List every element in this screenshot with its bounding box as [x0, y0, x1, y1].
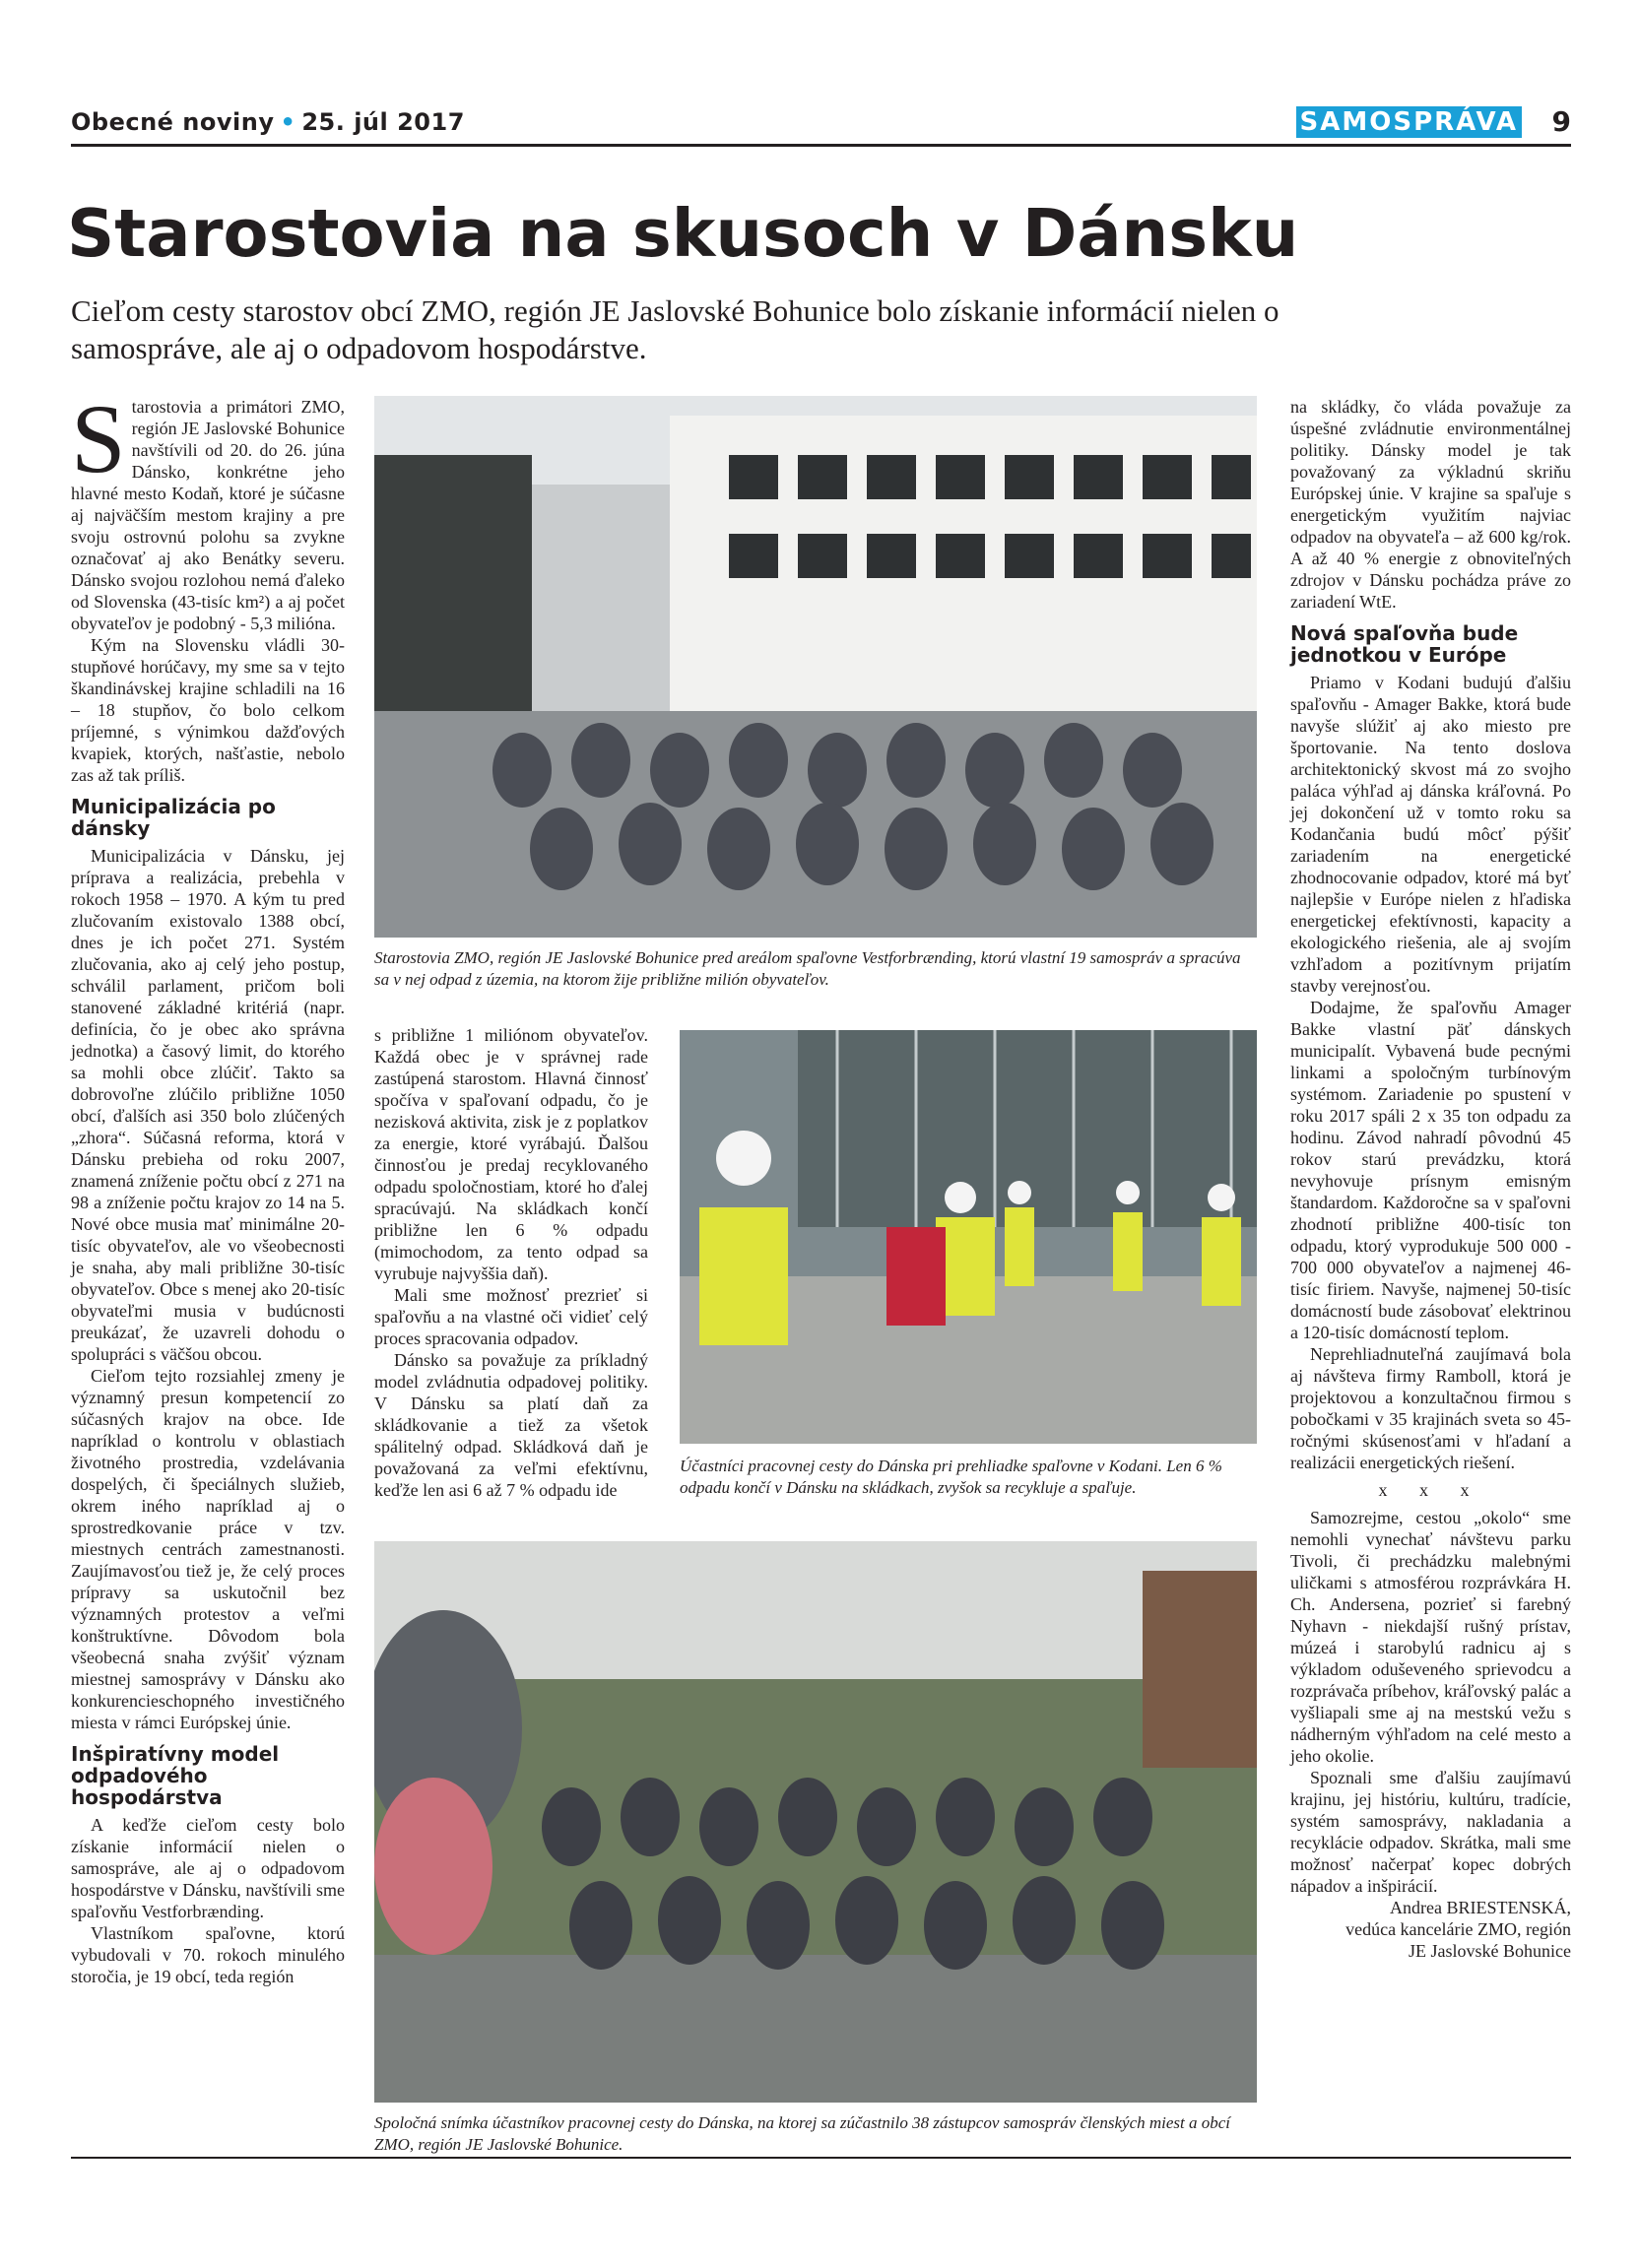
- footer-rule: [71, 2157, 1571, 2159]
- masthead: [71, 108, 465, 136]
- author-role: JE Jaslovské Bohunice: [1409, 1941, 1571, 1961]
- paragraph: Municipalizácia v Dánsku, jej príprava a realizácia, prebehla v rokoch 1958 – 1970. A kým tu pred zlučovaním existovalo 1388 obcí, dnes je ich počet 271. Systém zlučovania, ako aj celý jeho postup, schválil parlament, pričom boli stanovené základné kritériá (napr. definícia, čo je obec ako správna jednotka) a časový limit, do ktorého sa mohli obce zlúčiť. Takto sa dobrovoľne zlúčilo približne 1050 obcí, ďalších asi 350 bolo zlúčených „zhora“. Súčasná reforma, ktorá v Dánsku prebieha od roku 2007, znamená zníženie počtu obcí z 271 na 98 a zníženie počtu krajov zo 14 na 5. Nové obce musia mať minimálne 20-tisíc obyvateľov, ale vo všeobecnosti je snaha, aby mali približne 30-tisíc obyvateľov. Obce s menej ako 20-tisíc obyvateľmi musia v budúcnosti preukázať, že uzavreli dohodu o spolupráci s väčšou obcou.: [71, 846, 345, 1364]
- paragraph: Vlastníkom spaľovne, ktorú vybudovali v 70. rokoch minulého storočia, je 19 obcí, teda región: [71, 1923, 345, 1986]
- paragraph: Cieľom tejto rozsiahlej zmeny je významný presun kompetencií zo súčasných krajov na obce. Ide napríklad o kontrolu v oblastiach životného prostredia, vzdelávania dospelých, či špeciálnych služieb, okrem iného napríklad aj o sprostredkovanie práce v tzv. miestnych centrách zamestnanosti. Zaujímavosťou tiež je, že celý proces prípravy sa uskutočnil bez významných protestov a veľmi konštruktívne. Dôvodom bola všeobecná snaha zvýšiť význam miestnej samosprávy v Dánsku ako konkurencieschopného investičného miesta v rámci Európskej únie.: [71, 1366, 345, 1732]
- paragraph: s približne 1 miliónom obyvateľov. Každá obec je v správnej rade zastúpená starostom. Hlavná činnosť spočíva v spaľovaní odpadu, čo je nezisková aktivita, zisk je z poplatkov za energie, ktoré vyrábajú. Ďalšou činnosťou je predaj recyklovaného odpadu spoločnostiam, ktoré ho ďalej spracúvajú. Na skládkach končí približne len 6 % odpadu (mimochodom, za tento odpad sa vyrubuje najvyššia daň).: [374, 1025, 648, 1283]
- paragraph: Dodajme, že spaľovňu Amager Bakke vlastní päť dánskych municipalít. Vybavená bude pecnými linkami a spoločným turbínovým systémom. Zariadenie po spustení v roku 2017 spáli 2 x 35 ton odpadu za hodinu. Závod nahradí pôvodnú 45 rokov starú prevádzku, ktorá nevyhovuje prísnym emisným štandardom. Každoročne sa v spaľovni zhodnotí približne 400-tisíc ton odpadu, ktorý vyprodukuje 500 000 - 700 000 obyvateľov a najmenej 46-tisíc firiem. Navyše, najmenej 50-tisíc domácností bude zásobovať elektrinou a 120-tisíc domácností teplom.: [1290, 998, 1571, 1342]
- intro-paragraph: tarostovia a primátori ZMO, región JE Jaslovské Bohunice navštívili od 20. do 26. júna Dánsko, konkrétne jeho hlavné mesto Kodaň, ktoré je súčasne aj najväčším mestom krajiny a pre svoju ostrovnú polohu sa zvykne označovať aj ako Benátky severu. Dánsko svojou rozlohou nemá ďaleko od Slovenska (43-tisíc km²) a aj počet obyvateľov je podobný - 5,3 milióna.: [71, 397, 345, 633]
- subheading-nova-spalovna: Nová spaľovňa bude jednotkou v Európe: [1290, 621, 1519, 667]
- photo-group-vestforbraending: [374, 396, 1257, 938]
- paragraph: Spoznali sme ďalšiu zaujímavú krajinu, jej históriu, kultúru, tradície, systém samosprávy, nakladania a recyklácie odpadov. Skrátka, mali sme možnosť načerpať kopec dobrých nápadov a inšpirácií.: [1290, 1768, 1571, 1896]
- photo-illustration-building: [374, 396, 1257, 938]
- publication-name: Obecné noviny: [71, 108, 275, 136]
- author-role: vedúca kancelárie ZMO, región: [1345, 1919, 1571, 1939]
- photo-illustration-tivoli: [374, 1541, 1257, 2103]
- paragraph: Dánsko sa považuje za príkladný model zvládnutia odpadovej politiky. V Dánsku sa platí daň za skládkovanie a tiež za všetok spálitelný odpad. Skládková daň je považovaná za veľmi efektívnu, keďže len asi 6 až 7 % odpadu ide: [374, 1350, 648, 1500]
- photo-group-tivoli: [374, 1541, 1257, 2103]
- page-header: [71, 106, 1571, 147]
- photo-illustration-tour: [680, 1030, 1257, 1444]
- caption-top-photo: Starostovia ZMO, región JE Jaslovské Bohunice pred areálom spaľovne Vestforbrænding, ktorú vlastní 19 samospráv a spracúva sa v nej odpad z územia, na ktorom žije približne milión obyvateľov.: [374, 948, 1241, 989]
- subheading-municipalizacia: Municipalizácia po dánsky: [71, 795, 276, 840]
- caption-bottom-photo: Spoločná snímka účastníkov pracovnej cesty do Dánska, na ktorej sa zúčastnilo 38 zástupcov samospráv členských miest a obcí ZMO, región JE Jaslovské Bohunice.: [374, 2113, 1231, 2154]
- page-number: 9: [1551, 105, 1571, 138]
- paragraph: Kým na Slovensku vládli 30-stupňové horúčavy, my sme sa v tejto škandinávskej krajine schladili na 16 – 18 stupňov, čo bolo celkom príjemné, s výnimkou dažďových kvapiek, ktorých, našťastie, nebolo zas až tak príliš.: [71, 635, 345, 785]
- paragraph: Neprehliadnuteľná zaujímavá bola aj návšteva firmy Ramboll, ktorá je projektovou a konzultačnou firmou s pobočkami v 35 krajinách sveta so 45-ročnými skúsenosťami v hľadaní a realizácii energetických riešení.: [1290, 1344, 1571, 1472]
- article-lead: Cieľom cesty starostov obcí ZMO, región JE Jaslovské Bohunice bolo získanie informácií nielen o samospráve, ale aj o odpadovom hospodárstve.: [71, 293, 1279, 365]
- paragraph: na skládky, čo vláda považuje za úspešné zvládnutie environmentálnej politiky. Dánsky model je tak považovaný za výkladnú skriňu Európskej únie. V krajine sa spaľuje s energetickým využitím najviac odpadov na obyvateľa – až 600 kg/rok. A až 40 % energie z obnoviteľných zdrojov v Dánsku pochádza práve zo zariadení WtE.: [1290, 397, 1571, 612]
- paragraph: Priamo v Kodani budujú ďalšiu spaľovňu - Amager Bakke, ktorá bude navyše slúžiť aj ako miesto pre športovanie. Na tento doslova architektonický skvost má zo svojho paláca výhľad aj dánska kráľovná. Po jej dokončení už v tomto roku sa Kodančania budú môcť pýšiť zariadením na energetické zhodnocovanie odpadov, ktoré má byť najlepšie v Európe nielen z hľadiska energetickej efektívnosti, kapacity a ekologického riešenia, ale aj svojím vzhľadom a pozitívnym prijatím stavby verejnosťou.: [1290, 673, 1571, 996]
- column-left: [71, 384, 345, 1987]
- column-middle: [374, 1024, 648, 1501]
- drop-cap: S: [71, 384, 126, 493]
- caption-middle-photo: Účastníci pracovnej cesty do Dánska pri prehliadke spaľovne v Kodani. Len 6 % odpadu končí v Dánsku na skládkach, zvyšok sa recykluje a spaľuje.: [680, 1457, 1222, 1497]
- section-separator: x x x: [1378, 1480, 1483, 1500]
- column-right: [1290, 396, 1571, 1962]
- article-title: Starostovia na skusoch v Dánsku: [67, 195, 1299, 272]
- paragraph: Samozrejme, cestou „okolo“ sme nemohli vynechať návštevu parku Tivoli, či prechádzku malebnými uličkami s atmosférou rozprávkára H. Ch. Andersena, pozrieť si farebný Nyhavn - niekdajší rušný prístav, múzeá i starobylú radnicu aj s výkladom oduševeného sprievodcu a rozprávača príbehov, kráľovský palác a vyšliapali sme aj na mestskú vežu s nádherným výhľadom na celé mesto a jeho okolie.: [1290, 1508, 1571, 1766]
- photo-incinerator-tour: [680, 1030, 1257, 1444]
- bullet-dot-icon: •: [280, 108, 296, 136]
- paragraph: A keďže cieľom cesty bolo získanie informácií nielen o samospráve, ale aj o odpadovom hospodárstve v Dánsku, navštívili sme spaľovňu Vestforbrænding.: [71, 1815, 345, 1921]
- paragraph: Mali sme možnosť prezrieť si spaľovňu a na vlastné oči vidieť celý proces spracovania odpadov.: [374, 1285, 648, 1348]
- issue-date: 25. júl 2017: [301, 108, 465, 136]
- section-label: SAMOSPRÁVA: [1296, 106, 1522, 138]
- subheading-inspirativny-model: Inšpiratívny model odpadového hospodárstva: [71, 1742, 280, 1809]
- author-name: Andrea BRIESTENSKÁ,: [1390, 1898, 1571, 1917]
